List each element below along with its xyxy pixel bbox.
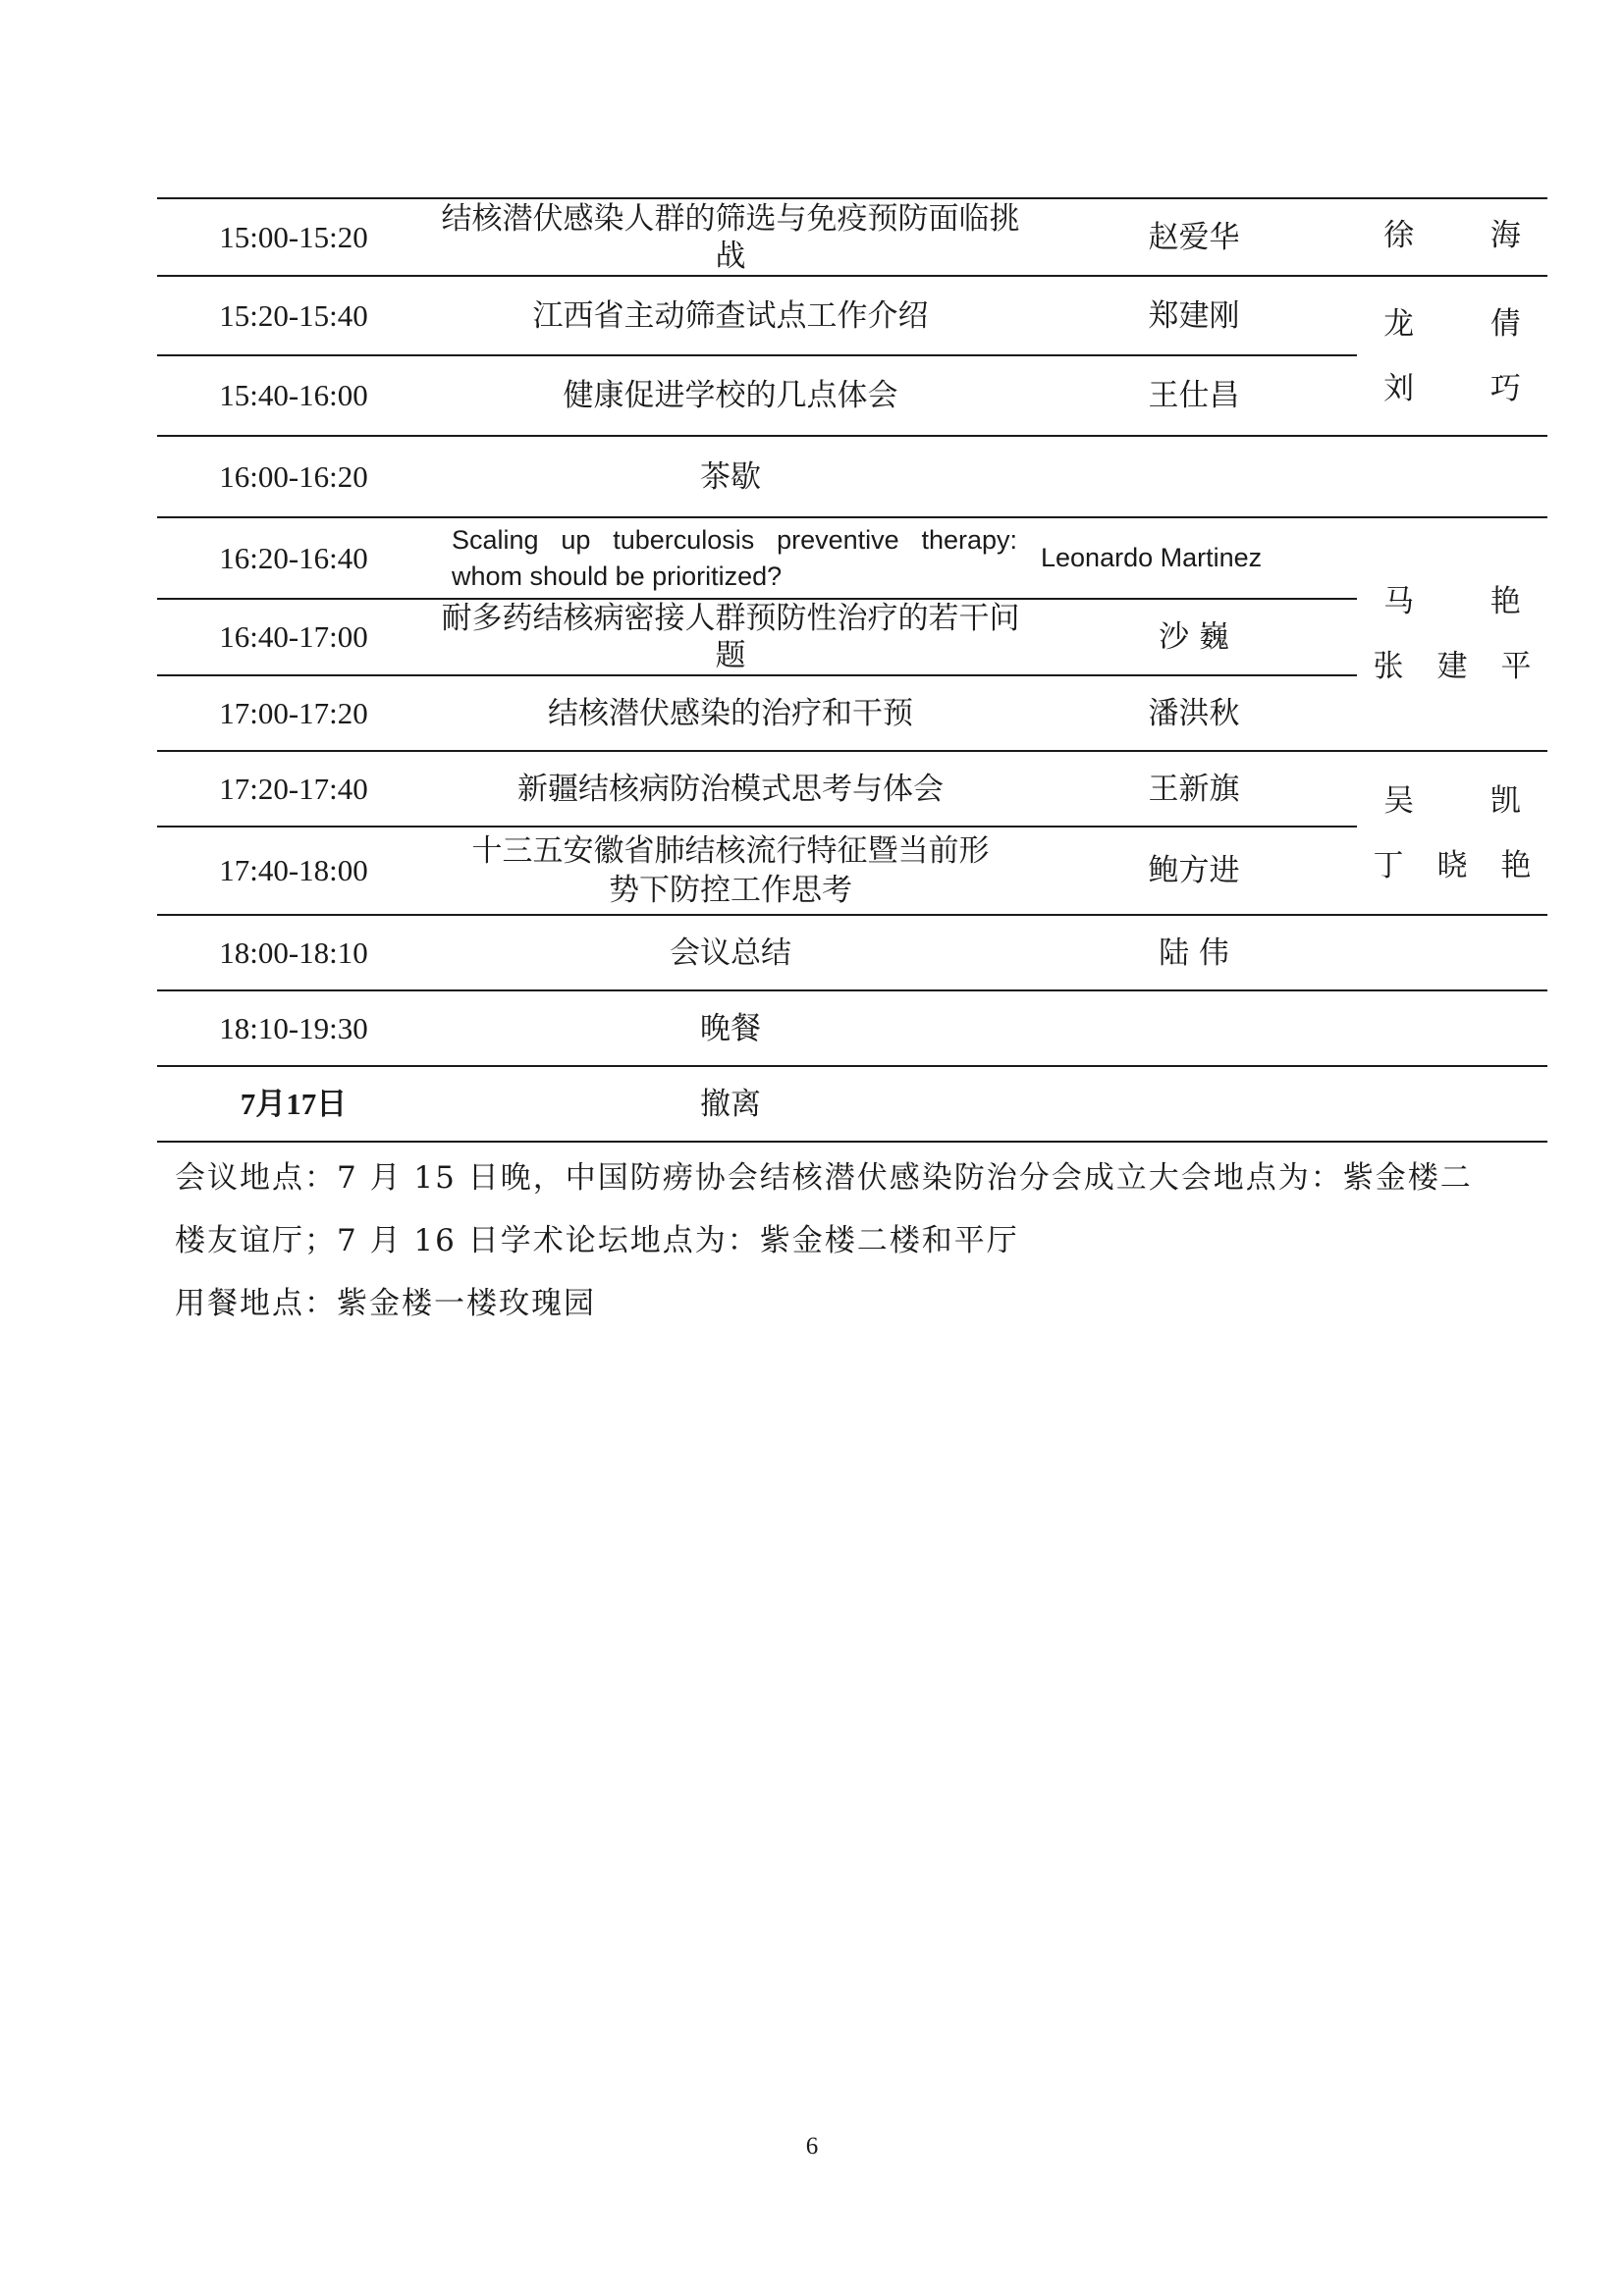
topic-cell: 会议总结 <box>670 934 791 971</box>
table-row <box>157 198 1547 276</box>
time-cell: 17:00-17:20 <box>157 675 430 751</box>
chair-name: 刘 巧 <box>1383 370 1554 406</box>
chair-name: 龙 倩 <box>1383 305 1554 342</box>
speaker-cell: 潘洪秋 <box>1031 675 1357 751</box>
topic-cell: 结核潜伏感染人群的筛选与免疫预防面临挑战 <box>441 200 1020 274</box>
time-cell: 17:20-17:40 <box>219 771 368 806</box>
time-cell: 16:20-16:40 <box>219 540 368 575</box>
table-row <box>157 990 1547 1066</box>
table-row <box>157 675 1547 751</box>
speaker-cell: 赵爱华 <box>1148 219 1240 255</box>
table-row <box>157 599 1547 675</box>
topic-cell: Scaling up tuberculosis preventive therapy: whom should be prioritized? <box>452 524 1017 591</box>
topic-cell: 耐多药结核病密接人群预防性治疗的若干问题 <box>430 599 1031 675</box>
topic-cell: 十三五安徽省肺结核流行特征暨当前形势下防控工作思考 <box>430 827 1031 915</box>
table-row <box>157 517 1547 599</box>
topic-cell: 撤离 <box>700 1086 761 1122</box>
venue-note-line: 会议地点：7 月 15 日晚，中国防痨协会结核潜伏感染防治分会成立大会地点为：紫金楼二 <box>175 1160 1473 1196</box>
speaker-cell <box>1031 1066 1357 1142</box>
time-cell: 16:40-17:00 <box>157 599 430 675</box>
time-cell: 17:40-18:00 <box>157 827 430 915</box>
chair-name: 吴 凯 <box>1383 782 1554 819</box>
topic-cell: 晚餐 <box>700 1010 761 1046</box>
chair-name: 丁晓艳 <box>1373 847 1565 883</box>
time-cell: 18:10-19:30 <box>219 1010 368 1045</box>
chair-name: 马 艳 <box>1383 584 1554 619</box>
chair-cell <box>1357 436 1547 517</box>
date-cell: 7月17日 <box>240 1086 348 1121</box>
time-cell: 15:40-16:00 <box>157 355 430 436</box>
chair-cell <box>1357 276 1554 436</box>
table-row <box>157 827 1547 915</box>
table-row <box>157 1066 1547 1142</box>
speaker-cell <box>1031 990 1357 1066</box>
table-row <box>157 276 1547 355</box>
speaker-cell <box>1031 436 1357 517</box>
schedule-table <box>157 197 1565 1143</box>
time-cell: 18:00-18:10 <box>219 934 368 970</box>
table-row <box>157 355 1547 436</box>
speaker-cell: 沙 巍 <box>1031 599 1357 675</box>
table-row <box>157 436 1547 517</box>
venue-note-line: 楼友谊厅；7 月 16 日学术论坛地点为：紫金楼二楼和平厅 <box>175 1223 1019 1258</box>
chair-name: 张建平 <box>1373 649 1565 684</box>
chair-name: 徐 海 <box>1383 218 1554 253</box>
table-row <box>157 915 1547 990</box>
page-number: 6 <box>805 2133 819 2160</box>
dining-note-line: 用餐地点：紫金楼一楼玫瑰园 <box>175 1286 596 1321</box>
chair-cell <box>1357 1066 1547 1142</box>
time-cell: 15:00-15:20 <box>219 219 368 254</box>
chair-cell <box>1357 990 1547 1066</box>
chair-cell <box>1357 198 1554 276</box>
topic-cell: 茶歇 <box>700 458 761 495</box>
time-cell: 16:00-16:20 <box>219 458 368 494</box>
speaker-cell: 郑建刚 <box>1148 297 1240 334</box>
venue-notes <box>175 1147 1549 1335</box>
speaker-cell: 王新旗 <box>1148 771 1240 807</box>
topic-cell: 新疆结核病防治模式思考与体会 <box>517 771 944 807</box>
speaker-cell: Leonardo Martinez <box>1041 543 1263 572</box>
chair-cell <box>1357 751 1565 915</box>
speaker-cell: 王仕昌 <box>1031 355 1357 436</box>
chair-cell <box>1357 517 1565 751</box>
time-cell: 15:20-15:40 <box>219 297 368 333</box>
topic-cell: 健康促进学校的几点体会 <box>430 355 1031 436</box>
speaker-cell: 陆 伟 <box>1159 934 1229 971</box>
speaker-cell: 鲍方进 <box>1031 827 1357 915</box>
topic-cell: 江西省主动筛查试点工作介绍 <box>532 297 929 334</box>
topic-cell: 结核潜伏感染的治疗和干预 <box>430 675 1031 751</box>
table-row <box>157 751 1547 827</box>
chair-cell <box>1357 915 1547 990</box>
